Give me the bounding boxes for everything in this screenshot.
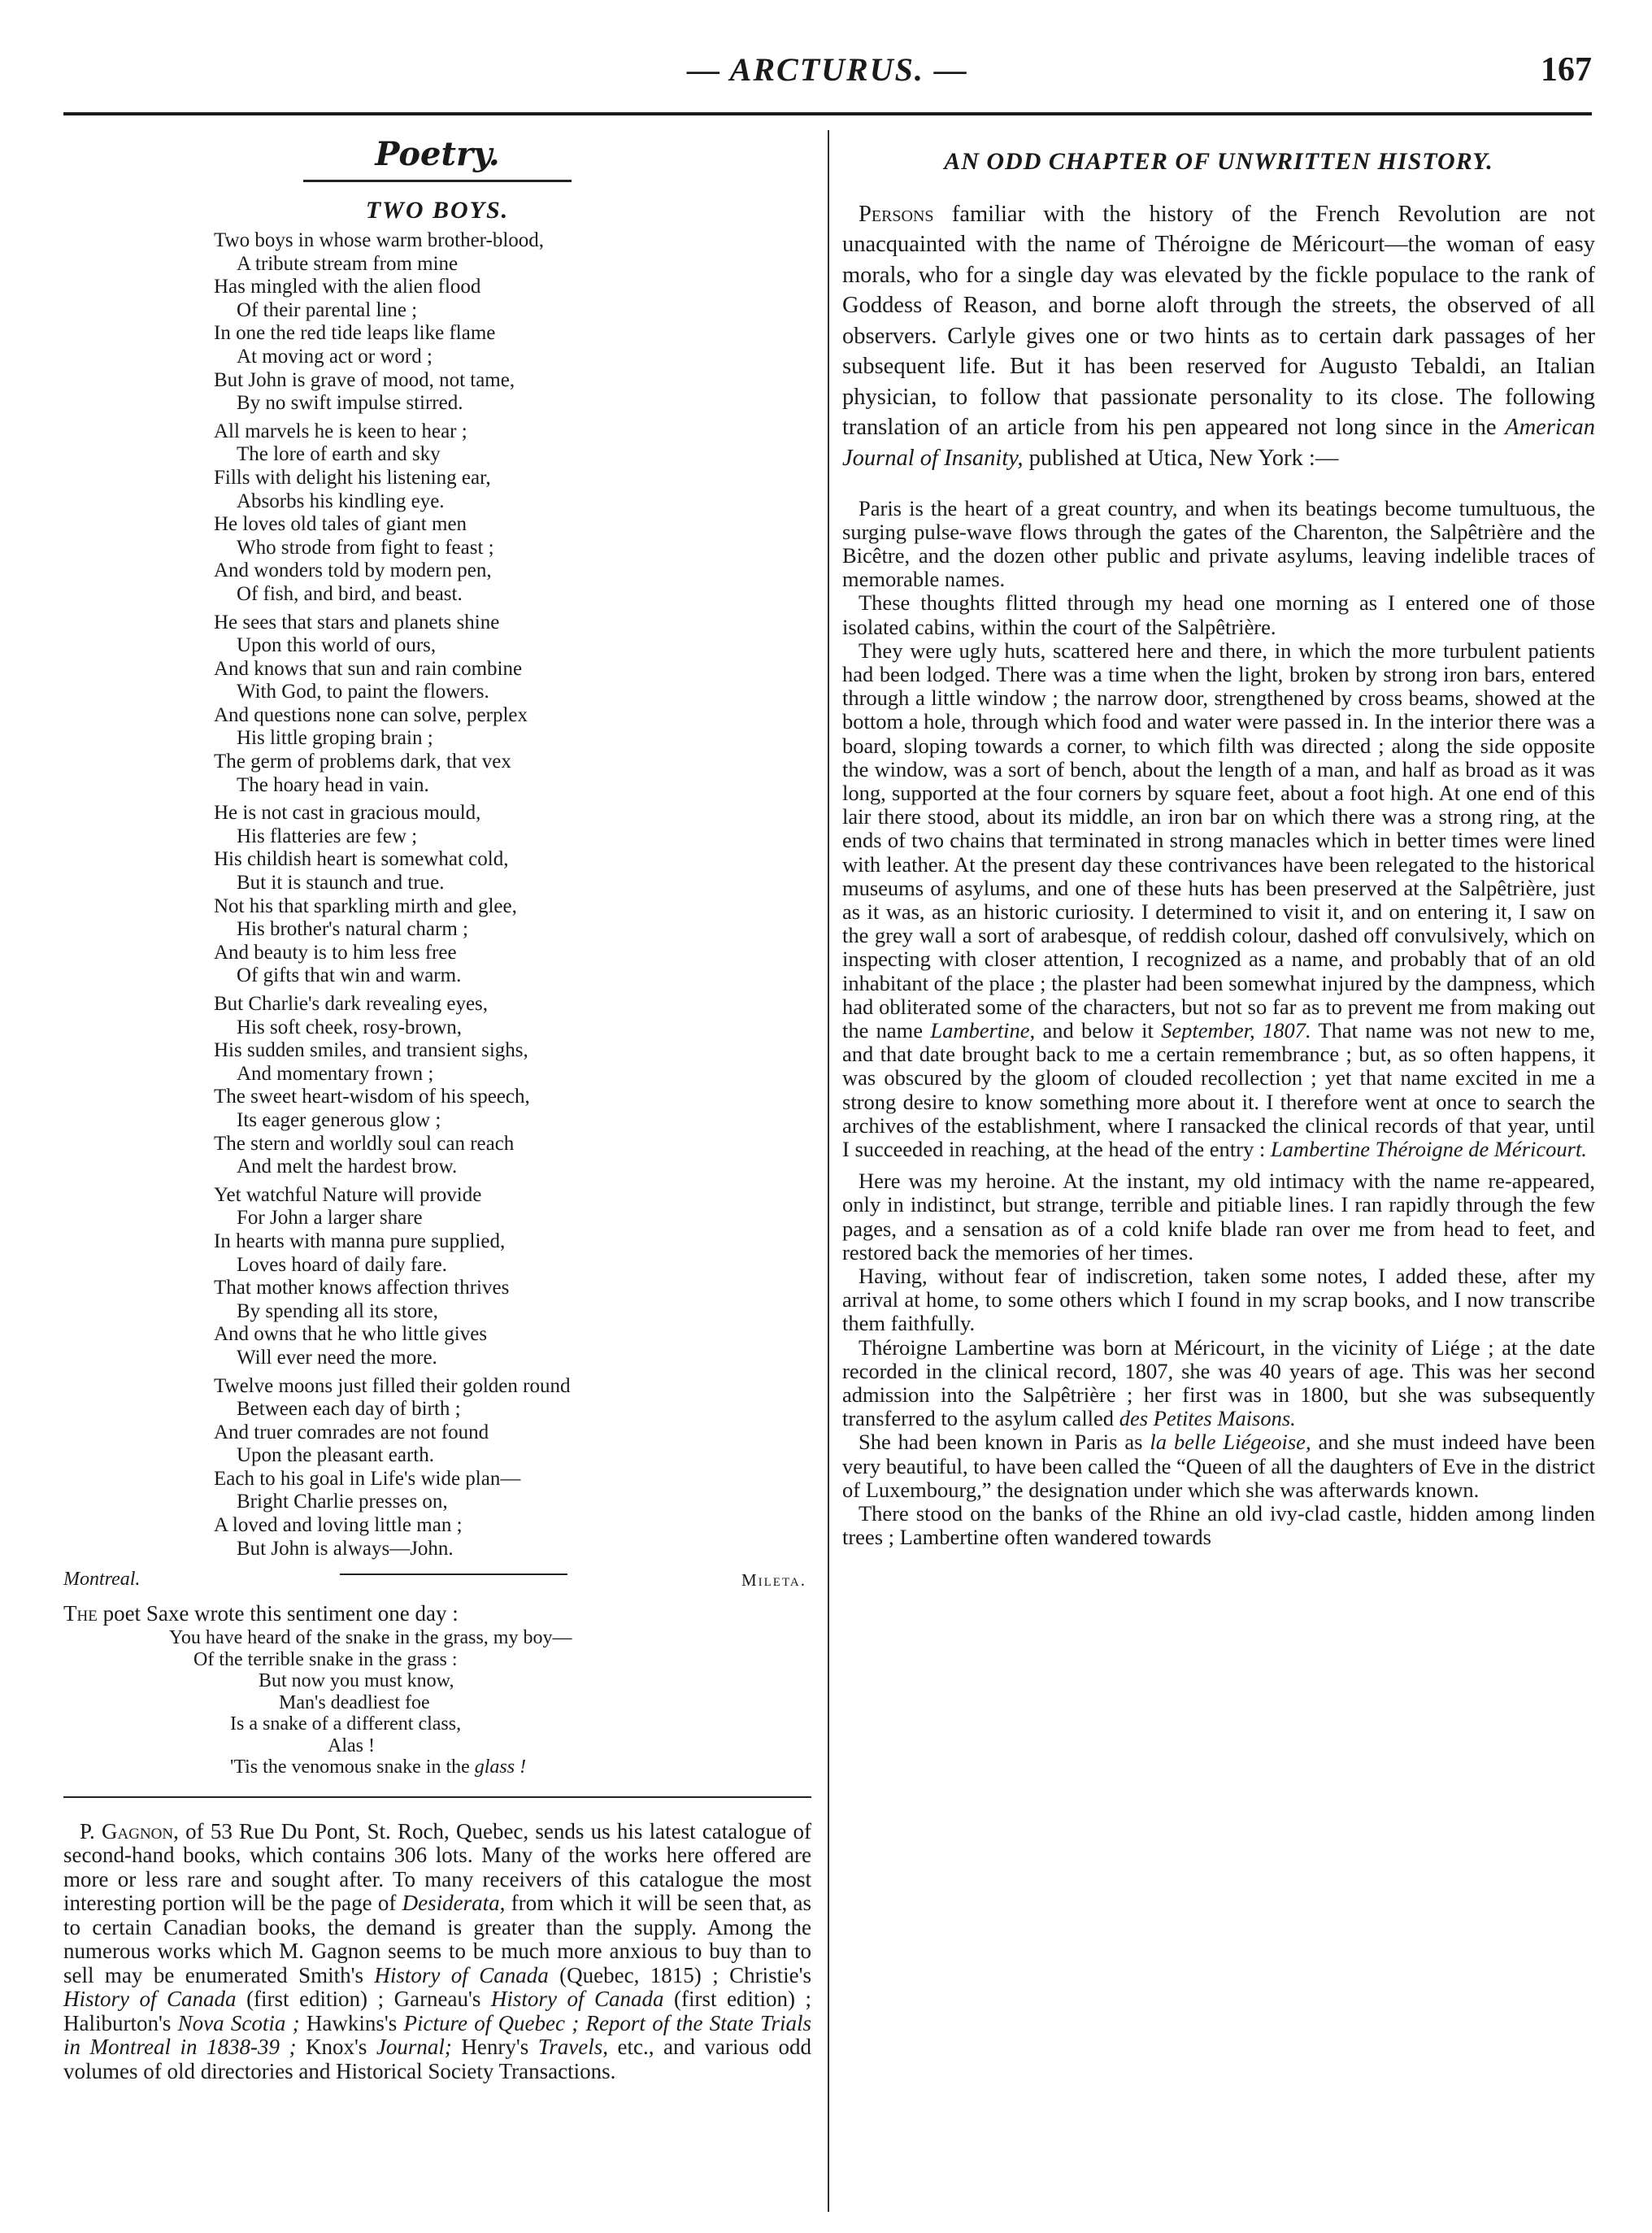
poem-line: He sees that stars and planets shine xyxy=(214,611,500,633)
poem-line: A loved and loving little man ; xyxy=(214,1514,463,1537)
gagnon-text: (Quebec, 1815) ; Christie's xyxy=(548,1962,811,1987)
poem-title: TWO BOYS. xyxy=(365,197,510,224)
book-title: History of Canada xyxy=(63,1987,237,2012)
paragraph-text: That name was not new to me, and that date brought back to me a certain remembrance ; but, as so often happens, it was obscured by the gloom of clouded recollection ; yet that name excited in me a strong desire to know something more about it. I therefore went at once to search the archives of the establishment, where I ransacked the clinical records of that year, until I succeeded in reaching, at the head of the entry : xyxy=(842,1017,1595,1161)
poem-line: Not his that sparkling mirth and glee, xyxy=(214,895,517,917)
article-paragraph xyxy=(842,1336,1595,1431)
intro-text: familiar with the history of the French Revolution are not unacquainted with the name of Théroigne de Méricourt—the woman of easy morals, who for a single day was elevated by the fickle populace to the rank of Goddess of Reason, and borne aloft through the streets, the observed of all observers. Carlyle gives one or two hints as to certain dark passages of her subsequent life. But it has been reserved for Augusto Tebaldi, an Italian physician, to follow that passionate personality to its close. The following translation of an article from his pen appeared not long since in the xyxy=(842,201,1595,440)
poem-body xyxy=(63,229,811,1560)
gagnon-text: Henry's xyxy=(451,2035,538,2060)
poem-line: The sweet heart-wisdom of his speech, xyxy=(214,1086,530,1108)
poem-line: The hoary head in vain. xyxy=(237,773,429,796)
article-intro xyxy=(842,199,1595,474)
running-title-text: ARCTURUS. xyxy=(729,51,924,88)
gagnon-italic: Desiderata, xyxy=(402,1891,506,1916)
poem-line: The stern and worldly soul can reach xyxy=(214,1132,515,1155)
article-paragraph xyxy=(842,639,1595,1161)
poem-line: Between each day of birth ; xyxy=(237,1398,461,1421)
saxe-line: But now you must know, xyxy=(259,1670,454,1692)
poem-line: But John is always—John. xyxy=(237,1537,454,1560)
paragraph-text: and she must indeed have been very beautiful, to have been called the “Queen of all the daughters of Eve in the district of Luxembourg,” the designation under which she was afterwards known. xyxy=(842,1430,1595,1502)
poem-line: And truer comrades are not found xyxy=(214,1421,489,1443)
poem-line: For John a larger share xyxy=(237,1207,423,1230)
poem-line: Upon the pleasant earth. xyxy=(237,1444,434,1467)
poem-line: And beauty is to him less free xyxy=(214,941,457,964)
poem-line: That mother knows affection thrives xyxy=(214,1277,510,1299)
journal-title: American Journal of Insanity, xyxy=(842,415,1595,471)
article-paragraph: These thoughts flitted through my head one morning as I entered one of those isolated cabins, within the court of the Salpêtrière. xyxy=(842,590,1595,639)
poem-signature xyxy=(63,1565,811,1593)
poem-line: By no swift impulse stirred. xyxy=(237,392,463,415)
poem-line: His little groping brain ; xyxy=(237,727,433,750)
saxe-line-italic: glass ! xyxy=(474,1756,527,1778)
poem-line: Of fish, and bird, and beast. xyxy=(237,582,463,605)
poem-line: Loves hoard of daily fare. xyxy=(237,1253,447,1276)
column-divider xyxy=(828,130,829,2212)
paragraph-italic: Lambertine, xyxy=(930,1017,1036,1043)
poem-line: He is not cast in gracious mould, xyxy=(214,802,481,825)
poem-line: But Charlie's dark revealing eyes, xyxy=(214,993,489,1015)
paragraph-italic: la belle Liégeoise, xyxy=(1150,1430,1311,1455)
article-paragraph: There stood on the banks of the Rhine an old ivy-clad castle, hidden among linden trees ; Lambertine often wandered towards xyxy=(842,1501,1595,1550)
gagnon-text: Hawkins's xyxy=(299,2010,404,2035)
saxe-intro-lead: The xyxy=(63,1601,98,1626)
poem-line: And owns that he who little gives xyxy=(214,1323,488,1346)
poem-line: At moving act or word ; xyxy=(237,345,433,368)
book-title: History of Canada xyxy=(490,1987,664,2012)
intro-text: published at Utica, New York :— xyxy=(1023,445,1339,471)
signature-rule xyxy=(340,1574,567,1575)
article-paragraph xyxy=(842,1430,1595,1502)
poem-stanza xyxy=(214,802,811,988)
saxe-verse xyxy=(63,1627,811,1778)
poem-line: Fills with delight his listening ear, xyxy=(214,466,491,489)
book-title: Travels, xyxy=(537,2035,609,2060)
paragraph-text: They were ugly huts, scattered here and there, in which the more turbulent patients had been lodged. There was a time when the light, broken by strong iron bars, entered through a little window ; the narrow door, strengthened by cross beams, showed at the bottom a hole, through which food and water were passed in. In the interior there was a board, sloping towards a corner, to which filth was directed ; along the side opposite the window, was a sort of bench, about the length of a man, and half as broad as it was long, supported at the four corners by square feet, about a foot high. At one end of this lair there stood, about its middle, an iron bar on which there was a strong ring, at the ends of two chains that terminated in strong manacles which in better times were lined with leather. At the present day these contrivances have been relegated to the historical museums of asylums, and one of these huts has been preserved at the Salpêtrière, just as it was, as an historic curiosity. I determined to visit it, and on entering it, I saw on the grey wall a sort of arabesque, of reddish colour, dashed off convulsively, which on inspecting with closer attention, I recognized as a name, and probably that of an old inhabitant of the place ; the plaster had been somewhat injured by the dampness, which had obliterated some of the characters, but not so far as to prevent me from making out the name xyxy=(842,638,1595,1043)
poem-line: His sudden smiles, and transient sighs, xyxy=(214,1039,528,1062)
gagnon-text: Knox's xyxy=(296,2035,376,2060)
poem-line: Has mingled with the alien flood xyxy=(214,276,481,298)
poem-line: His flatteries are few ; xyxy=(237,825,418,847)
poem-stanza xyxy=(214,1375,811,1561)
poem-line: And momentary frown ; xyxy=(237,1062,434,1085)
poem-stanza xyxy=(214,229,811,416)
poem-line: Of their parental line ; xyxy=(237,298,418,321)
paragraph-text: She had been known in Paris as xyxy=(859,1430,1150,1455)
header-rule xyxy=(63,112,1592,115)
poem-line: Absorbs his kindling eye. xyxy=(237,490,445,512)
saxe-intro-rest: poet Saxe wrote this sentiment one day : xyxy=(102,1601,459,1626)
saxe-line: Alas ! xyxy=(328,1735,375,1756)
poem-line: Two boys in whose warm brother-blood, xyxy=(214,229,545,251)
poem-line: In one the red tide leaps like flame xyxy=(214,322,496,345)
poem-line: Yet watchful Nature will provide xyxy=(214,1183,482,1206)
right-column xyxy=(842,130,1595,1549)
poem-line: His soft cheek, rosy-brown, xyxy=(237,1016,463,1038)
poem-line: All marvels he is keen to hear ; xyxy=(214,420,467,442)
poem-line: The germ of problems dark, that vex xyxy=(214,751,511,773)
book-title: Picture of Quebec ; Report of the State Trials in Montreal in 1838-39 ; xyxy=(63,2010,811,2060)
poem-line: But it is staunch and true. xyxy=(237,872,445,895)
page-number: 167 xyxy=(1541,51,1592,89)
paragraph-text: and below it xyxy=(1035,1017,1162,1043)
poem-line: His childish heart is somewhat cold, xyxy=(214,848,509,871)
poem-line: Twelve moons just filled their golden round xyxy=(214,1374,571,1397)
poem-line: A tribute stream from mine xyxy=(237,252,459,275)
poem-line: In hearts with manna pure supplied, xyxy=(214,1230,506,1252)
poem-line: And melt the hardest brow. xyxy=(237,1156,458,1178)
article-paragraph: Here was my heroine. At the instant, my old intimacy with the name re-appeared, only in indistinct, but strange, terrible and pitiable lines. I ran rapidly through the few pages, and a sensation as of a cold knife blade ran over me from head to feet, and restored back the memories of her times. xyxy=(842,1169,1595,1264)
intro-lead: Persons xyxy=(859,201,934,227)
gagnon-notice xyxy=(63,1820,811,2084)
poem-line: By spending all its store, xyxy=(237,1299,438,1322)
poem-line: Who strode from fight to feast ; xyxy=(237,536,494,559)
gagnon-text: from which it will be seen that, as to certain Canadian books, the demand is greater than the supply. Among the numerous works which M. Gagnon seems to be much more anxious to buy than to sell may be enumerated Smith's xyxy=(63,1891,811,1987)
poetry-heading: Poetry. xyxy=(375,135,500,173)
signature-author: Mileta. xyxy=(741,1570,806,1591)
article-paragraph: Paris is the heart of a great country, and when its beatings become tumultuous, the surging pulse-wave flows through the gates of the Charenton, the Salpêtrière and the Bicêtre, and the dozen other public and private asylums, leaving indelible traces of memorable names. xyxy=(842,495,1595,592)
gagnon-name: P. Gagnon, xyxy=(80,1818,179,1843)
article-title: AN ODD CHAPTER OF UNWRITTEN HISTORY. xyxy=(944,148,1493,175)
poem-line: But John is grave of mood, not tame, xyxy=(214,368,515,391)
poem-line: Its eager generous glow ; xyxy=(237,1108,441,1131)
book-title: Journal; xyxy=(376,2035,452,2060)
page-header xyxy=(63,50,1592,107)
book-title: History of Canada xyxy=(374,1962,549,1987)
paragraph-text: Théroigne Lambertine was born at Méricourt, in the vicinity of Liége ; at the date recorded in the clinical record, 1807, she was 40 years of age. This was her second admission into the Salpêtrière ; her first was in 1800, but she was subsequently transferred to the asylum called xyxy=(842,1334,1595,1431)
saxe-intro xyxy=(63,1601,811,1626)
left-column xyxy=(63,130,811,2105)
paragraph-italic: September, 1807. xyxy=(1161,1017,1311,1043)
poem-line: Of gifts that win and warm. xyxy=(237,964,462,987)
paragraph-italic: des Petites Maisons. xyxy=(1119,1406,1296,1431)
poem-stanza xyxy=(214,993,811,1179)
saxe-line: You have heard of the snake in the grass, my boy— xyxy=(169,1627,572,1649)
article-paragraph: Having, without fear of indiscretion, taken some notes, I added these, after my arrival at home, to some others which I found in my scrap books, and I now transcribe them faithfully. xyxy=(842,1264,1595,1336)
poem-line: Will ever need the more. xyxy=(237,1346,437,1369)
poem-line: And wonders told by modern pen, xyxy=(214,559,492,582)
poem-line: Upon this world of ours, xyxy=(237,634,437,657)
signature-place: Montreal. xyxy=(63,1569,141,1591)
poem-stanza xyxy=(214,420,811,607)
poem-line: Bright Charlie presses on, xyxy=(237,1491,448,1513)
running-title: — ARCTURUS. — xyxy=(687,51,968,88)
gagnon-text: etc., and various odd volumes of old directories and Historical Society Transactions. xyxy=(63,2035,812,2083)
saxe-line-last xyxy=(63,1756,811,1778)
poem-line: He loves old tales of giant men xyxy=(214,513,467,536)
gagnon-text: (first edition) ; Haliburton's xyxy=(63,1987,811,2035)
gagnon-text: (first edition) ; Garneau's xyxy=(236,1987,491,2012)
book-title: Nova Scotia ; xyxy=(177,2010,300,2035)
gagnon-text: of 53 Rue Du Pont, St. Roch, Quebec, sends us his latest catalogue of second-hand books, which contains 306 lots. Many of the works here offered are more or less rare and sought after. To many receivers of this catalogue the most interesting portion will be the page of xyxy=(63,1818,811,1916)
poem-line: With God, to paint the flowers. xyxy=(237,681,489,703)
poem-stanza xyxy=(214,1184,811,1370)
poem-line: And knows that sun and rain combine xyxy=(214,657,523,680)
poem-line: And questions none can solve, perplex xyxy=(214,703,528,726)
saxe-line: Of the terrible snake in the grass : xyxy=(193,1648,458,1670)
paragraph-italic: Lambertine Théroigne de Méricourt. xyxy=(1270,1136,1587,1161)
poem-stanza xyxy=(214,612,811,798)
block-rule xyxy=(63,1796,811,1798)
saxe-line-text: 'Tis the venomous snake in the xyxy=(230,1756,470,1778)
poem-line: His brother's natural charm ; xyxy=(237,918,468,941)
poem-line: The lore of earth and sky xyxy=(237,443,441,466)
section-rule xyxy=(303,180,572,182)
poem-line: Each to his goal in Life's wide plan— xyxy=(214,1467,521,1490)
saxe-line: Man's deadliest foe xyxy=(279,1691,430,1713)
saxe-line: Is a snake of a different class, xyxy=(230,1713,462,1735)
